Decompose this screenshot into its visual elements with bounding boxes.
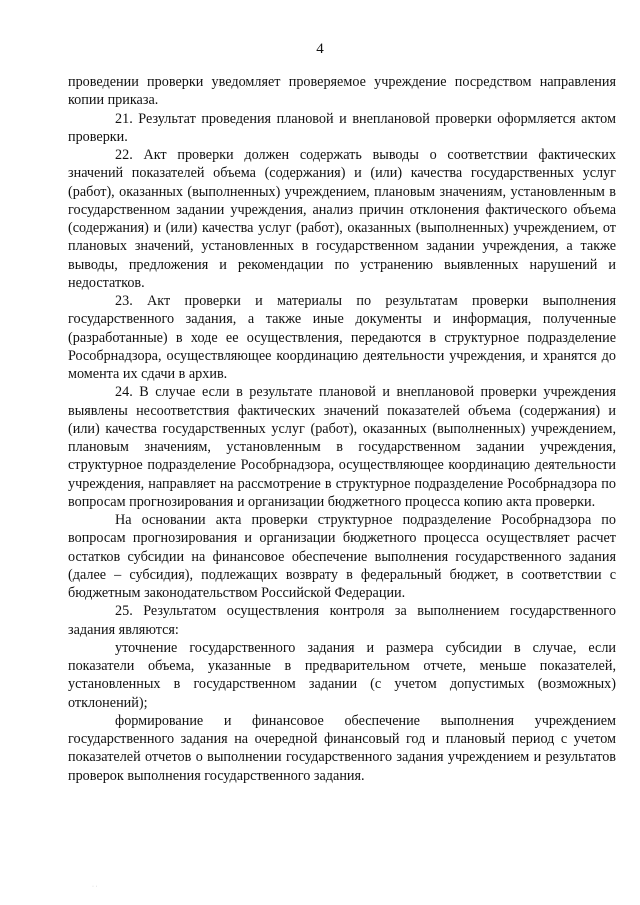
paragraph-23: 23. Акт проверки и материалы по результатам проверки выполнения государственного задания, а также иные документы и информация, полученные (разработанные) в ходе ее осуществления, передаются в структурное подразделение Рособрнадзора, осуществляющее координацию деятельности учреждения, и хранятся до момента их сдачи в архив. [68, 293, 616, 382]
paragraph-24: 24. В случае если в результате плановой и внеплановой проверки учреждения выявлены несоответствия фактических значений показателей объема (содержания) и (или) качества государственных услуг (работ), оказанных (выполненных) учреждением, плановым значениям, установленным в государственном задании учреждения, структурное подразделение Рособрнадзора, осуществляющее координацию деятельности учреждения, направляет на рассмотрение в структурное подразделение Рособрнадзора по вопросам прогнозирования и организации бюджетного процесса копию акта проверки. [68, 384, 616, 510]
paragraph-continuation: проведении проверки уведомляет проверяемое учреждение посредством направления копии приказа. [68, 74, 616, 109]
scan-speck: · · [92, 884, 98, 890]
document-body [68, 73, 616, 785]
paragraph-24-basis: На основании акта проверки структурное подразделение Рособрнадзора по вопросам прогнозирования и организации бюджетного процесса осуществляет расчет остатков субсидии на финансовое обеспечение выполнения государственного задания (далее – субсидия), подлежащих возврату в федеральный бюджет, в соответствии с бюджетным законодательством Российской Федерации. [68, 512, 616, 601]
paragraph-25: 25. Результатом осуществления контроля за выполнением государственного задания являются: [68, 603, 616, 638]
paragraph-25-item-1: уточнение государственного задания и размера субсидии в случае, если показатели объема, указанные в предварительном отчете, меньше показателей, установленных в государственном задании (с учетом допустимых (возможных) отклонений); [68, 639, 616, 711]
page-number: 4 [316, 41, 324, 57]
paragraph-21: 21. Результат проведения плановой и внеплановой проверки оформляется актом проверки. [68, 110, 616, 145]
paragraph-22: 22. Акт проверки должен содержать выводы о соответствии фактических значений показателей объема (содержания) и (или) качества государственных услуг (работ), оказанных (выполненных) учреждением, плановым значениям, установленным в государственном задании учреждения, анализ причин отклонения фактического объема (содержания) и (или) качества услуг (работ), оказанных (выполненных) учреждением, от плановых значений, установленных в государственном задании учреждения, а также выводы, предложения и рекомендации по устранению выявленных нарушений и недостатков. [68, 147, 616, 291]
paragraph-25-item-2: формирование и финансовое обеспечение выполнения учреждением государственного задания на очередной финансовый год и плановый период с учетом показателей отчетов о выполнении государственного задания учреждением и результатов проверок выполнения государственного задания. [68, 712, 616, 784]
